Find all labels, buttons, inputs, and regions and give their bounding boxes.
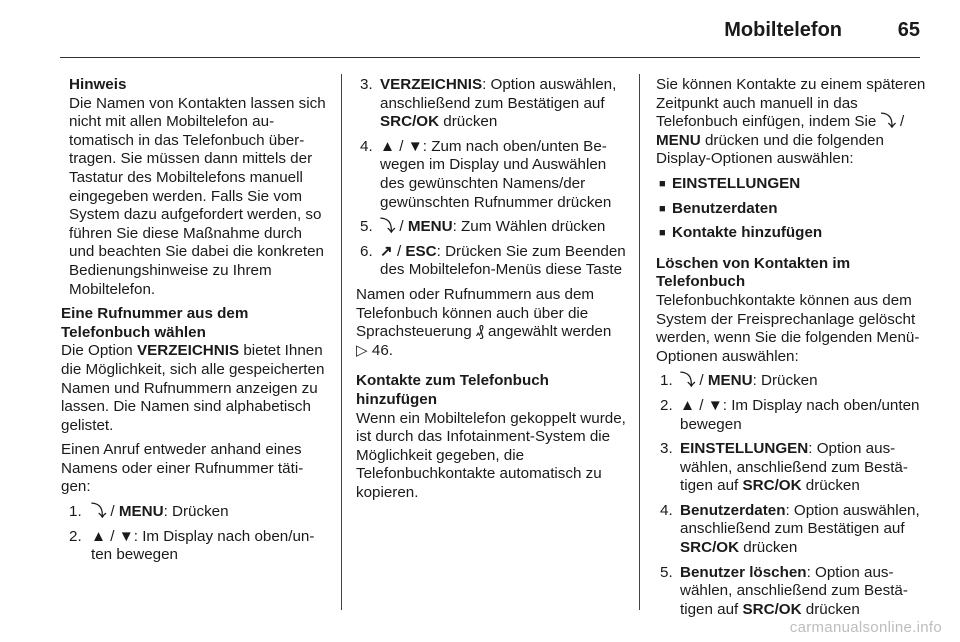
arrow-up-icon: ▲	[91, 527, 107, 545]
steps-list	[356, 76, 626, 280]
page-number: 65	[897, 19, 920, 41]
note-text: Die Namen von Kontakten lassen sich nicht mit allen Mobiltelefon automatisch in das Telefonbuch übertragen. Sie müssen dann mittels der Tastatur des Mobiltelefons manuell eingegeben werden. Falls Sie vom System dazu aufgefordert werden, so führen Sie diese Maßnahme durch und beachten Sie dabei die konkreten Bedienungshinweise zu Ihrem Mobiltelefon.	[69, 94, 326, 298]
option-list	[656, 175, 928, 243]
phone-call-icon: ⤵	[91, 503, 107, 521]
steps-list	[656, 372, 928, 619]
paragraph: Sie können Kontakte zu einem späteren Zeitpunkt auch manuell in das Telefonbuch einfügen, indem Sie ⤵ / MENU drücken und die folgenden Display-Optionen auswählen:	[656, 76, 926, 168]
column-divider-1	[341, 74, 342, 610]
note-title: Hinweis	[69, 76, 127, 93]
list-item: 5. Benutzer löschen: Option auswählen, anschließend zum Bestätigen auf SRC/OK drücken	[660, 563, 908, 618]
page-reference-icon: ▷	[356, 341, 368, 359]
list-item: ■ EINSTELLUNGEN	[656, 175, 928, 194]
list-item: 1. ⤵ / MENU: Drücken	[660, 372, 818, 390]
list-item: 6. ↗ / ESC: Drücken Sie zum Beenden des Mobiltelefon-Menüs diese Taste	[360, 242, 626, 279]
watermark: carmanualsonline.info	[789, 619, 942, 636]
arrow-down-icon: ▼	[707, 396, 723, 414]
paragraph: Namen oder Rufnummern aus dem Telefonbuch können auch über die Sprachsteuerung ₰ angewählt werden ▷ 46.	[356, 285, 612, 359]
paragraph: Einen Anruf entweder anhand eines Namens oder einer Rufnummer tätigen:	[61, 441, 304, 496]
list-item: 2. ▲ / ▼: Im Display nach oben/unten bewegen	[660, 396, 920, 433]
list-item: 4. ▲ / ▼: Zum nach oben/unten Bewegen im Display und Auswählen des gewünschten Namens/der gewünschten Rufnummer drücken	[360, 137, 612, 211]
header-divider	[60, 57, 920, 58]
page-header	[0, 0, 960, 60]
list-item: 3. EINSTELLUNGEN: Option auswählen, anschließend zum Bestätigen auf SRC/OK drücken	[660, 440, 908, 495]
list-item: 1. ⤵ / MENU: Drücken	[69, 503, 229, 521]
phone-call-icon: ⤵	[680, 372, 696, 390]
section-heading-add-contacts: Kontakte zum Telefonbuch hinzufügen	[356, 372, 549, 408]
note-box	[61, 76, 327, 299]
column-3	[656, 76, 928, 625]
paragraph: Die Option VERZEICHNIS bietet Ihnen die Möglichkeit, sich alle gespeicherten Namen und Rufnummern anzeigen zu lassen. Die Namen sind alphabetisch gelistet.	[61, 342, 325, 434]
section-heading-delete-contacts: Löschen von Kontakten im Telefonbuch	[656, 254, 851, 291]
phone-call-icon: ⤵	[380, 218, 396, 236]
list-item: 3. VERZEICHNIS: Option auswählen, anschließend zum Bestätigen auf SRC/OK drücken	[360, 76, 617, 131]
paragraph: Telefonbuchkontakte können aus dem System der Freisprechanlage gelöscht werden, wenn Sie die folgenden Menü-Optionen auswählen:	[656, 291, 920, 365]
list-item: 5. ⤵ / MENU: Zum Wählen drücken	[360, 218, 606, 236]
paragraph: Wenn ein Mobiltelefon gekoppelt wurde, ist durch das Infotainment-System die Möglichkeit gegeben, die Telefonbuchkontakte automatisch zu kopieren.	[356, 409, 626, 501]
voice-control-icon: ₰	[475, 323, 484, 341]
column-2	[356, 76, 626, 508]
arrow-down-icon: ▼	[118, 527, 134, 545]
list-item: 2. ▲ / ▼: Im Display nach oben/unten bewegen	[69, 527, 315, 564]
back-arrow-icon: ↗	[380, 242, 393, 260]
arrow-up-icon: ▲	[680, 396, 696, 414]
steps-list	[61, 503, 327, 565]
page-title: Mobiltelefon	[724, 19, 842, 41]
list-item: ■ Kontakte hinzufügen	[656, 224, 928, 243]
phone-call-icon: ⤵	[880, 113, 896, 131]
list-item: 4. Benutzerdaten: Option auswählen, anschließend zum Bestätigen auf SRC/OK drücken	[660, 501, 920, 557]
arrow-down-icon: ▼	[407, 137, 423, 155]
arrow-up-icon: ▲	[380, 137, 396, 155]
column-divider-2	[639, 74, 640, 610]
column-1	[61, 76, 327, 571]
section-heading-dial-from-phonebook: Eine Rufnummer aus dem Telefonbuch wählen	[61, 305, 249, 341]
list-item: ■ Benutzerdaten	[656, 200, 928, 219]
